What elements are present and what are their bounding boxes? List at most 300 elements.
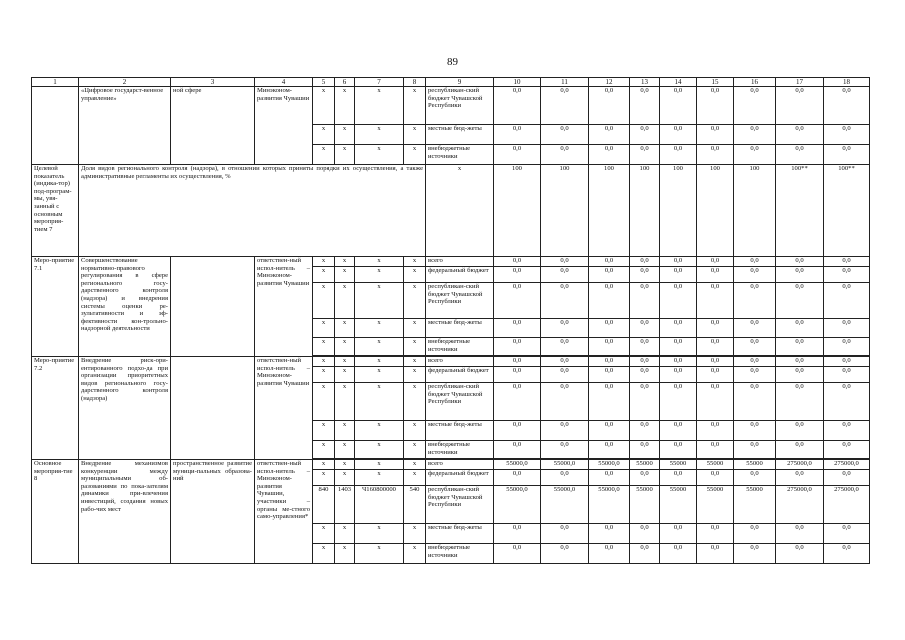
table-cell: х	[335, 524, 355, 544]
table-cell: х	[313, 319, 335, 338]
table-cell: 0,0	[660, 383, 697, 421]
table-cell: 0,0	[776, 338, 824, 356]
table-cell: 0,0	[697, 125, 734, 145]
table-cell: х	[404, 470, 426, 486]
table-cell: 0,0	[660, 267, 697, 283]
table-cell: ответствен-ный испол-нитель – Минэконом-развития Чувашии	[255, 257, 313, 357]
table-cell: 100	[541, 165, 589, 257]
column-number: 11	[541, 78, 589, 87]
table-cell	[171, 357, 255, 460]
table-cell: х	[404, 257, 426, 267]
table-cell: х	[335, 267, 355, 283]
table-cell: республикан-ский бюджет Чувашской Республики	[426, 283, 494, 319]
table-cell: 0,0	[697, 383, 734, 421]
table-cell: 0,0	[734, 367, 776, 383]
table-cell: федеральный бюджет	[426, 267, 494, 283]
table-cell: 55000	[660, 460, 697, 470]
table-cell: 0,0	[630, 421, 660, 441]
table-cell: х	[355, 367, 404, 383]
table-cell: х	[313, 460, 335, 470]
table-cell: 0,0	[541, 267, 589, 283]
table-cell: 55000	[734, 460, 776, 470]
table-cell: х	[426, 165, 494, 257]
table-cell: 0,0	[589, 125, 630, 145]
table-cell: 0,0	[589, 470, 630, 486]
table-cell: 0,0	[541, 283, 589, 319]
table-cell: х	[404, 319, 426, 338]
table-cell: внебюджетные источники	[426, 145, 494, 165]
table-cell: 0,0	[776, 283, 824, 319]
table-cell: внебюджетные источники	[426, 338, 494, 356]
table-cell: 0,0	[494, 383, 541, 421]
table-cell: х	[313, 283, 335, 319]
table-cell: х	[335, 87, 355, 125]
table-cell: х	[355, 319, 404, 338]
table-cell: 0,0	[697, 544, 734, 564]
table-cell: Основное мероприя-тие 8	[32, 460, 79, 564]
table-cell: 275000,0	[776, 460, 824, 470]
column-number-row	[32, 78, 870, 87]
table-cell: х	[355, 283, 404, 319]
table-cell: 0,0	[494, 319, 541, 338]
table-cell: 0,0	[824, 367, 870, 383]
table-cell: х	[404, 125, 426, 145]
table-cell: 55000	[630, 460, 660, 470]
table-cell: 55000,0	[589, 486, 630, 524]
table-cell: «Цифровое государст-венное управление»	[79, 87, 171, 165]
column-number: 3	[171, 78, 255, 87]
table-cell: Доля видов регионального контроля (надзора), в отношении которых приняты порядки их осуществления, а также административные регламенты их осуществления, %	[79, 165, 426, 257]
table-cell: 0,0	[776, 125, 824, 145]
table-row	[32, 165, 870, 257]
table-cell: 0,0	[494, 421, 541, 441]
table-cell: внебюджетные источники	[426, 544, 494, 564]
table-row	[32, 257, 870, 267]
table-cell: х	[335, 367, 355, 383]
table-cell: 0,0	[494, 524, 541, 544]
table-cell: 0,0	[589, 383, 630, 421]
table-cell: 0,0	[630, 267, 660, 283]
table-cell: 0,0	[541, 524, 589, 544]
table-cell: 55000,0	[541, 486, 589, 524]
table-cell: 0,0	[776, 524, 824, 544]
table-cell: 0,0	[697, 267, 734, 283]
table-cell: 0,0	[630, 125, 660, 145]
table-cell: Внедрение риск-ори-ентированного подхо-да при организации приоритетных видов регионального госу-дарственного контроля (надзора)	[79, 357, 171, 460]
table-cell: 0,0	[589, 357, 630, 367]
table-cell: внебюджетные источники	[426, 441, 494, 459]
table-cell: 0,0	[734, 421, 776, 441]
table-cell: 0,0	[734, 338, 776, 356]
table-cell	[171, 257, 255, 357]
table-cell: х	[404, 383, 426, 421]
table-cell: 0,0	[776, 319, 824, 338]
table-cell: 0,0	[494, 257, 541, 267]
table-cell: 0,0	[824, 441, 870, 459]
table-row	[32, 357, 870, 367]
table-cell: 55000	[697, 486, 734, 524]
table-cell: х	[355, 544, 404, 564]
table-cell: 0,0	[776, 257, 824, 267]
table-cell: 0,0	[776, 441, 824, 459]
table-cell: 0,0	[776, 357, 824, 367]
table-cell: х	[313, 87, 335, 125]
table-cell: х	[404, 460, 426, 470]
table-cell: 0,0	[494, 267, 541, 283]
table-cell: 0,0	[660, 257, 697, 267]
table-cell: 55000	[630, 486, 660, 524]
table-cell: федеральный бюджет	[426, 367, 494, 383]
table-cell: 100	[589, 165, 630, 257]
table-cell: 0,0	[734, 383, 776, 421]
table-cell: 0,0	[589, 319, 630, 338]
table-cell: 0,0	[776, 145, 824, 165]
table-cell: 0,0	[541, 87, 589, 125]
table-cell: 0,0	[734, 470, 776, 486]
table-row	[32, 87, 870, 125]
table-cell: 0,0	[494, 470, 541, 486]
table-cell: 55000	[660, 486, 697, 524]
column-number: 12	[589, 78, 630, 87]
table-cell: 0,0	[630, 319, 660, 338]
table-cell: 0,0	[630, 257, 660, 267]
table-cell: 0,0	[589, 283, 630, 319]
table-cell: 0,0	[660, 357, 697, 367]
table-cell: х	[335, 544, 355, 564]
table-cell: х	[355, 125, 404, 145]
table-cell: 0,0	[660, 367, 697, 383]
table-cell: 275000,0	[824, 460, 870, 470]
table-cell: Меро-приятие 7.2	[32, 357, 79, 460]
table-cell: х	[335, 338, 355, 356]
table-cell: х	[335, 470, 355, 486]
table-cell: 0,0	[734, 319, 776, 338]
table-cell	[32, 87, 79, 165]
table-cell: Меро-приятие 7.1	[32, 257, 79, 357]
table-cell: 0,0	[734, 125, 776, 145]
table-cell: х	[355, 357, 404, 367]
table-cell: 0,0	[660, 145, 697, 165]
table-cell: 55000,0	[589, 460, 630, 470]
table-cell: х	[404, 283, 426, 319]
table-cell: 0,0	[660, 441, 697, 459]
table-cell: х	[355, 470, 404, 486]
table-cell: 0,0	[776, 367, 824, 383]
column-number: 18	[824, 78, 870, 87]
table-cell: х	[313, 367, 335, 383]
table-cell: 0,0	[697, 319, 734, 338]
table-cell: х	[335, 125, 355, 145]
table-cell: 0,0	[734, 257, 776, 267]
table-cell: 0,0	[541, 421, 589, 441]
table-cell: х	[404, 145, 426, 165]
table-cell: 0,0	[776, 470, 824, 486]
table-cell: х	[355, 460, 404, 470]
table-cell: 0,0	[494, 357, 541, 367]
table-cell: 0,0	[541, 357, 589, 367]
table-cell: 0,0	[589, 524, 630, 544]
table-cell: 0,0	[824, 283, 870, 319]
table-cell: х	[335, 441, 355, 459]
table-cell: республикан-ский бюджет Чувашской Республики	[426, 87, 494, 125]
table-cell: 55000,0	[541, 460, 589, 470]
table-cell: 55000,0	[494, 486, 541, 524]
table-cell: 0,0	[824, 125, 870, 145]
table-cell: 0,0	[824, 544, 870, 564]
table-cell: 0,0	[589, 544, 630, 564]
table-cell: х	[313, 338, 335, 356]
column-number: 7	[355, 78, 404, 87]
table-cell: 100	[697, 165, 734, 257]
table-cell: 0,0	[697, 470, 734, 486]
table-cell: х	[313, 544, 335, 564]
table-cell: х	[335, 319, 355, 338]
table-cell: местные бюд-жеты	[426, 319, 494, 338]
table-cell: х	[313, 383, 335, 421]
table-cell: х	[313, 524, 335, 544]
table-cell: 0,0	[630, 470, 660, 486]
table-cell: х	[313, 257, 335, 267]
column-number: 14	[660, 78, 697, 87]
table-cell: х	[355, 145, 404, 165]
table-cell: х	[404, 367, 426, 383]
column-number: 16	[734, 78, 776, 87]
table-cell: 0,0	[824, 338, 870, 356]
table-cell: 0,0	[541, 125, 589, 145]
table-cell: 0,0	[734, 283, 776, 319]
table-cell: 0,0	[776, 267, 824, 283]
table-cell: 0,0	[630, 544, 660, 564]
table-cell: местные бюд-жеты	[426, 421, 494, 441]
table-cell: 0,0	[589, 267, 630, 283]
table-cell: 840	[313, 486, 335, 524]
table-cell: х	[404, 421, 426, 441]
table-cell: 0,0	[776, 421, 824, 441]
table-cell: 55000	[697, 460, 734, 470]
table-cell: 0,0	[589, 421, 630, 441]
table-cell: х	[404, 524, 426, 544]
table-cell: 0,0	[541, 470, 589, 486]
table-cell: х	[404, 338, 426, 356]
table-cell: 0,0	[697, 357, 734, 367]
table-cell: всего	[426, 460, 494, 470]
table-cell: х	[335, 383, 355, 421]
table-cell: 100**	[776, 165, 824, 257]
table-cell: х	[335, 357, 355, 367]
table-cell: х	[404, 267, 426, 283]
table-cell: х	[313, 145, 335, 165]
table-cell: 0,0	[824, 319, 870, 338]
table-cell: 0,0	[494, 87, 541, 125]
table-cell: 0,0	[494, 125, 541, 145]
table-cell: 0,0	[630, 524, 660, 544]
table-cell: 100	[494, 165, 541, 257]
table-cell: 0,0	[697, 283, 734, 319]
table-cell: Совершенствование нормативно-правового регулирования в сфере регионального госу-дарственного контроля (надзора) и внедрения системы оценки ре-зультативности и эф-фективности кон-трольно-надзорной деятельности	[79, 257, 171, 357]
table-cell: 0,0	[824, 87, 870, 125]
table-cell: х	[404, 441, 426, 459]
table-cell: 0,0	[660, 338, 697, 356]
table-cell: 0,0	[824, 257, 870, 267]
table-cell: местные бюд-жеты	[426, 524, 494, 544]
table-cell: 0,0	[541, 257, 589, 267]
table-cell: Ч160800000	[355, 486, 404, 524]
table-cell: 0,0	[660, 470, 697, 486]
table-cell: х	[313, 357, 335, 367]
table-cell: 0,0	[660, 283, 697, 319]
table-cell: 0,0	[541, 441, 589, 459]
table-cell: 100	[734, 165, 776, 257]
table-cell: 0,0	[776, 544, 824, 564]
table-cell: 0,0	[697, 257, 734, 267]
table-cell: 0,0	[494, 441, 541, 459]
column-number: 9	[426, 78, 494, 87]
table-cell: 0,0	[630, 283, 660, 319]
table-cell: 0,0	[589, 367, 630, 383]
table-cell: х	[313, 441, 335, 459]
table-cell: х	[404, 544, 426, 564]
table-cell: х	[335, 283, 355, 319]
table-cell: х	[313, 267, 335, 283]
table-cell: 0,0	[630, 383, 660, 421]
table-cell: х	[335, 257, 355, 267]
table-cell: х	[355, 421, 404, 441]
table-cell: 0,0	[734, 544, 776, 564]
table-cell: Целевой показатель (индика-тор) под-програм-мы, увя-занный с основным мероприя-тием 7	[32, 165, 79, 257]
table-cell: 0,0	[541, 544, 589, 564]
table-cell: х	[404, 357, 426, 367]
table-cell: 0,0	[734, 145, 776, 165]
table-cell: 0,0	[697, 441, 734, 459]
table-cell: 0,0	[697, 524, 734, 544]
column-number: 15	[697, 78, 734, 87]
table-cell: 0,0	[697, 145, 734, 165]
table-cell: 0,0	[734, 441, 776, 459]
table-cell: х	[355, 87, 404, 125]
table-cell: 0,0	[589, 257, 630, 267]
column-number: 13	[630, 78, 660, 87]
table-cell: 0,0	[541, 145, 589, 165]
table-cell: х	[313, 421, 335, 441]
table-cell: ответствен-ный испол-нитель – Минэконом-развития Чувашии, участники – органы ме-стного само-управления*	[255, 460, 313, 564]
column-number: 6	[335, 78, 355, 87]
column-number: 10	[494, 78, 541, 87]
table-cell: 0,0	[824, 524, 870, 544]
program-table	[31, 77, 870, 564]
column-number: 4	[255, 78, 313, 87]
page-number: 89	[447, 56, 458, 68]
table-cell: 0,0	[697, 367, 734, 383]
table-cell: 0,0	[660, 524, 697, 544]
table-row	[32, 460, 870, 470]
table-cell: х	[355, 441, 404, 459]
table-cell: 0,0	[776, 383, 824, 421]
table-cell: 0,0	[824, 357, 870, 367]
table-cell: 55000	[734, 486, 776, 524]
table-cell: 0,0	[630, 357, 660, 367]
table-cell: 0,0	[660, 544, 697, 564]
table-cell: 0,0	[824, 145, 870, 165]
table-cell: 0,0	[541, 383, 589, 421]
table-cell: 0,0	[734, 87, 776, 125]
table-cell: 540	[404, 486, 426, 524]
table-cell: 0,0	[494, 283, 541, 319]
column-number: 17	[776, 78, 824, 87]
table-cell: 0,0	[589, 145, 630, 165]
table-cell: ной сфере	[171, 87, 255, 165]
table-cell: 0,0	[494, 544, 541, 564]
table-cell: х	[335, 145, 355, 165]
table-cell: 0,0	[734, 524, 776, 544]
table-cell: х	[335, 460, 355, 470]
table-cell: 0,0	[630, 367, 660, 383]
table-cell: Внедрение механизмов конкуренции между муниципальными об-разованиями по пока-зателям динамики при-влечения инвестиций, создания новых рабо-чих мест	[79, 460, 171, 564]
table-cell: 0,0	[697, 87, 734, 125]
table-cell: федеральный бюджет	[426, 470, 494, 486]
table-cell: 100**	[824, 165, 870, 257]
table-cell: 0,0	[824, 470, 870, 486]
table-cell: 0,0	[824, 267, 870, 283]
table-cell: 0,0	[589, 338, 630, 356]
table-cell: 0,0	[589, 441, 630, 459]
table-cell: 275000,0	[824, 486, 870, 524]
table-cell: 0,0	[589, 87, 630, 125]
table-cell: 0,0	[697, 338, 734, 356]
table-cell: 0,0	[824, 383, 870, 421]
table-cell: ответствен-ный испол-нитель – Минэконом-развития Чувашии	[255, 357, 313, 460]
table-cell: 100	[630, 165, 660, 257]
table-cell: 0,0	[660, 421, 697, 441]
table-cell: 0,0	[734, 357, 776, 367]
table-cell: всего	[426, 257, 494, 267]
column-number: 2	[79, 78, 171, 87]
column-number: 5	[313, 78, 335, 87]
table-cell: 0,0	[776, 87, 824, 125]
table-cell: местные бюд-жеты	[426, 125, 494, 145]
table-cell: х	[313, 125, 335, 145]
table-cell: 0,0	[630, 87, 660, 125]
table-cell: республикан-ский бюджет Чувашской Республики	[426, 383, 494, 421]
table-cell: 0,0	[494, 145, 541, 165]
table-cell: х	[355, 338, 404, 356]
table-cell: 0,0	[697, 421, 734, 441]
table-cell: 100	[660, 165, 697, 257]
table-body	[32, 78, 870, 564]
table-cell: х	[355, 257, 404, 267]
table-cell: х	[355, 383, 404, 421]
table-cell: 0,0	[660, 87, 697, 125]
table-cell: 0,0	[494, 338, 541, 356]
table-cell: х	[404, 87, 426, 125]
table-cell: 0,0	[660, 125, 697, 145]
table-cell: 0,0	[494, 367, 541, 383]
table-cell: 1403	[335, 486, 355, 524]
table-cell: 275000,0	[776, 486, 824, 524]
table-cell: 55000,0	[494, 460, 541, 470]
table-cell: 0,0	[734, 267, 776, 283]
table-cell: х	[335, 421, 355, 441]
table-cell: 0,0	[630, 145, 660, 165]
table-cell: 0,0	[630, 338, 660, 356]
table-cell: 0,0	[630, 441, 660, 459]
table-cell: всего	[426, 357, 494, 367]
table-cell: х	[313, 470, 335, 486]
table-cell: 0,0	[541, 367, 589, 383]
table-cell: пространственное развитие муници-пальных образова-ний	[171, 460, 255, 564]
table-cell: 0,0	[541, 319, 589, 338]
table-cell: республикан-ский бюджет Чувашской Республики	[426, 486, 494, 524]
table-cell: х	[355, 267, 404, 283]
